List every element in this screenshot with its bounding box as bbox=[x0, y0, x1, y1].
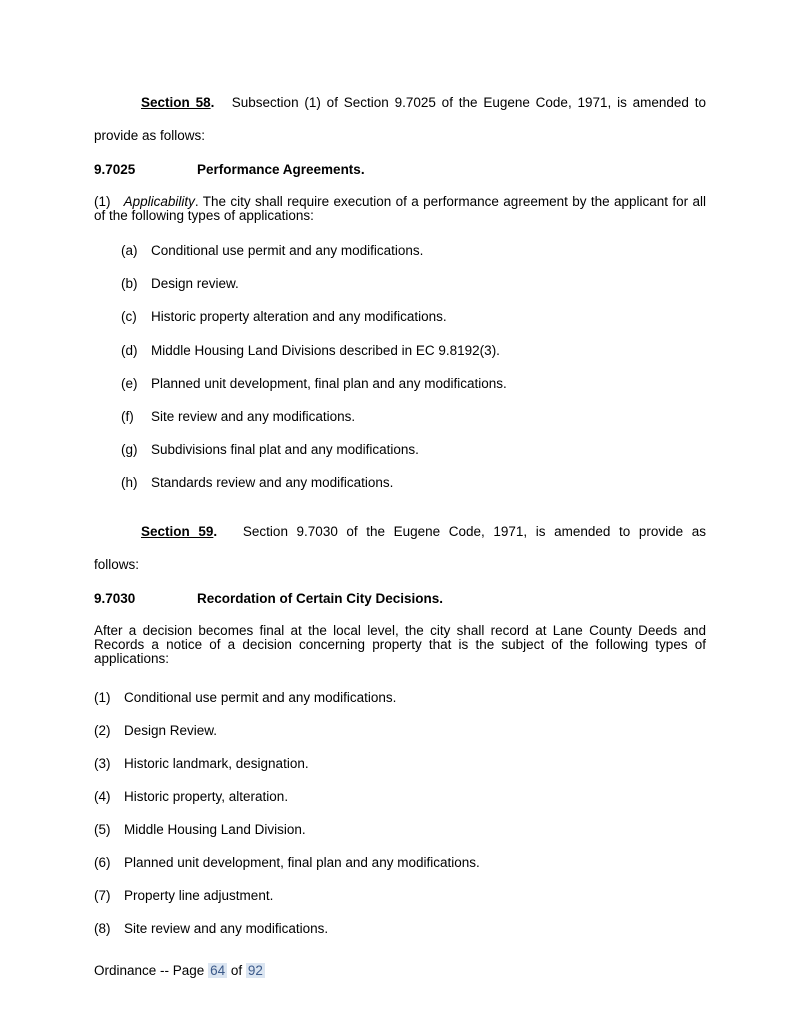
list-item bbox=[94, 690, 396, 706]
list-item-text: Site review and any modifications. bbox=[124, 921, 329, 936]
list-item-text: Middle Housing Land Division. bbox=[124, 822, 306, 837]
list-item bbox=[121, 409, 355, 425]
code-9-7030-intro: After a decision becomes final at the local level, the city shall record at Lane County Deeds and Records a notice of a decision concerning property that is the subject of the following types of applications: bbox=[94, 623, 706, 666]
list-item-text: Historic property alteration and any modifications. bbox=[151, 309, 447, 325]
list-item-label: (d) bbox=[121, 342, 138, 358]
list-item-label: (c) bbox=[121, 309, 137, 325]
list-item-label: (6) bbox=[94, 855, 111, 870]
footer-page-number: 64 bbox=[210, 963, 226, 978]
list-item-text: Subdivisions final plat and any modifications. bbox=[151, 442, 419, 458]
intro-number: (1) bbox=[94, 194, 111, 209]
list-item bbox=[94, 855, 480, 871]
section-58-continuation: provide as follows: bbox=[94, 128, 206, 143]
list-item-label: (4) bbox=[94, 789, 111, 804]
list-item-label: (3) bbox=[94, 756, 111, 771]
code-9-7030-number: 9.7030 bbox=[94, 591, 136, 606]
list-item bbox=[121, 309, 447, 325]
intro-term: Applicability bbox=[123, 194, 195, 209]
list-item-label: (2) bbox=[94, 723, 111, 738]
footer-of: of bbox=[230, 963, 243, 978]
code-9-7025-number: 9.7025 bbox=[94, 162, 136, 177]
list-item bbox=[94, 789, 288, 805]
list-item-text: Middle Housing Land Divisions described in EC 9.8192(3). bbox=[151, 342, 500, 358]
list-item bbox=[121, 376, 507, 392]
list-item-text: Conditional use permit and any modifications. bbox=[124, 690, 397, 705]
list-item-label: (e) bbox=[121, 375, 138, 391]
list-item bbox=[94, 822, 306, 838]
list-item-text: Historic property, alteration. bbox=[124, 789, 289, 804]
list-item-label: (f) bbox=[121, 409, 134, 424]
code-9-7025-heading bbox=[94, 162, 706, 178]
section-59-heading-line: Section 59. Section 9.7030 of the Eugene Code, 1971, is amended to provide as bbox=[141, 524, 706, 539]
list-item-text: Design review. bbox=[151, 276, 239, 292]
section-59-text: Section 9.7030 of the Eugene Code, 1971, is amended to provide as bbox=[242, 524, 706, 539]
list-item-text: Planned unit development, final plan and any modifications. bbox=[151, 375, 507, 391]
list-item bbox=[121, 442, 419, 458]
list-item bbox=[94, 723, 217, 739]
list-item-text: Historic landmark, designation. bbox=[124, 756, 309, 771]
list-item-text: Standards review and any modifications. bbox=[151, 475, 394, 491]
code-9-7030-heading bbox=[94, 591, 706, 607]
section-59-label: Section 59 bbox=[141, 524, 214, 539]
list-item-label: (a) bbox=[121, 243, 138, 258]
list-item bbox=[121, 243, 423, 259]
list-item-label: (g) bbox=[121, 442, 138, 458]
section-59-continuation: follows: bbox=[94, 557, 140, 572]
code-9-7030-title: Recordation of Certain City Decisions. bbox=[197, 591, 444, 606]
section-58-heading-line: Section 58. Subsection (1) of Section 9.7025 of the Eugene Code, 1971, is amended to bbox=[141, 95, 706, 110]
list-item-text: Design Review. bbox=[124, 723, 218, 738]
list-item bbox=[94, 888, 273, 904]
list-item bbox=[94, 756, 309, 772]
list-item-label: (b) bbox=[121, 276, 138, 292]
list-item-text: Property line adjustment. bbox=[124, 888, 274, 903]
footer-page-total: 92 bbox=[247, 963, 263, 978]
list-item bbox=[121, 276, 239, 292]
list-item-text: Conditional use permit and any modifications. bbox=[151, 243, 424, 258]
list-item-label: (8) bbox=[94, 921, 111, 936]
list-item-label: (7) bbox=[94, 888, 111, 903]
footer-prefix: Ordinance -- Page bbox=[94, 963, 205, 978]
list-item-label: (h) bbox=[121, 475, 138, 491]
intro-text: The city shall require execution of a performance agreement by the applicant for all of the following types of applications: bbox=[94, 194, 706, 223]
section-58-label: Section 58 bbox=[141, 95, 211, 110]
code-9-7025-intro: (1) Applicability. The city shall require execution of a performance agreement by the applicant for all of the following types of applications: bbox=[94, 194, 706, 223]
list-item bbox=[121, 343, 500, 359]
section-58-text: Subsection (1) of Section 9.7025 of the Eugene Code, 1971, is amended to bbox=[231, 95, 706, 110]
page-footer bbox=[94, 963, 265, 979]
list-item-label: (5) bbox=[94, 822, 111, 837]
list-item-label: (1) bbox=[94, 690, 111, 705]
code-9-7025-title: Performance Agreements. bbox=[197, 162, 365, 177]
list-item bbox=[94, 921, 328, 937]
list-item-text: Planned unit development, final plan and any modifications. bbox=[124, 855, 480, 870]
list-item bbox=[121, 475, 393, 491]
list-item-text: Site review and any modifications. bbox=[151, 409, 356, 424]
